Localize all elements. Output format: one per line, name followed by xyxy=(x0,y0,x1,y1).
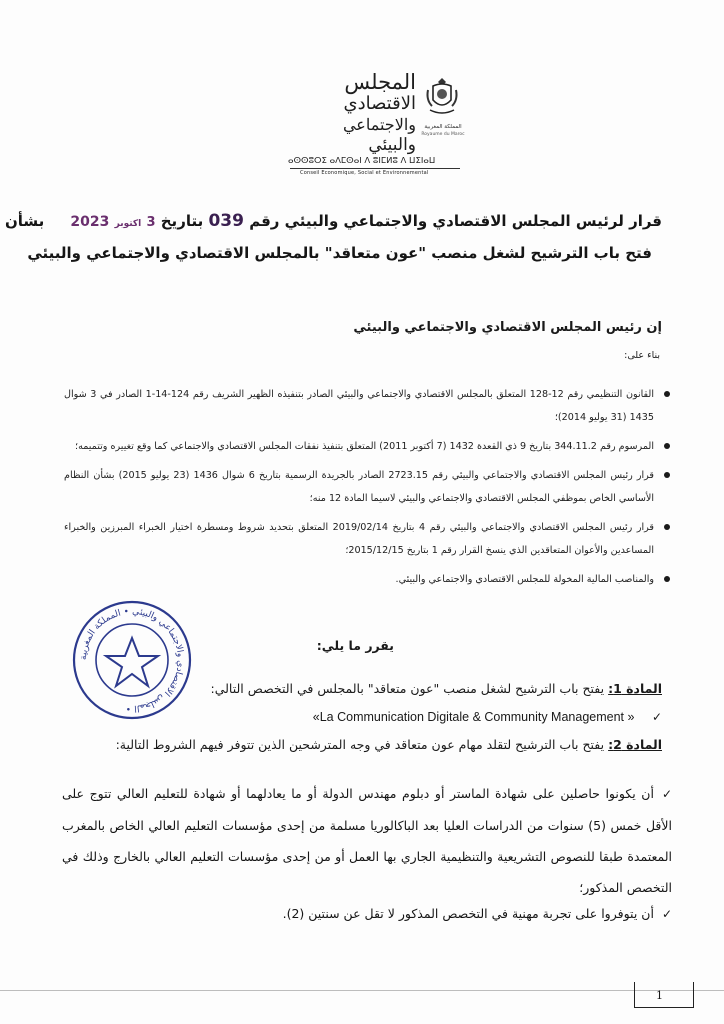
cese-logo-tifinagh: ⴰⵙⵙⵓⵔⵉ ⴰⴷⵎⵙⴰⵏ ⴷ ⵓⵏⵎⵍⵓ ⴷ ⵡⵉⵏⴰⵡ xyxy=(288,156,436,166)
article-1 xyxy=(62,681,662,696)
reference-text: قرار رئيس المجلس الاقتصادي والاجتماعي والبيئي رقم 2723.15 الصادر بالجريدة الرسمية بتاريخ 6 شوال 1436 (23 يوليو 2015) بشأن النظام الأساسي الخاص بموظفي المجلس الاقتصادي والاجتماعي والبيئي لاسيما المادة 12 منه؛ xyxy=(64,470,655,504)
royal-emblem-icon xyxy=(424,76,460,118)
decision-date-day: 3 xyxy=(146,215,156,230)
official-stamp xyxy=(70,598,194,722)
list-item xyxy=(64,435,672,458)
condition-item xyxy=(62,898,672,930)
list-item xyxy=(64,516,672,562)
decides-heading: يقرر ما يلي: xyxy=(316,638,394,653)
decision-date-month: اكتوبر xyxy=(114,219,142,229)
article-1-label: المادة 1: xyxy=(608,681,662,696)
reference-text: والمناصب المالية المخولة للمجلس الاقتصادي والاجتماعي والبيئي. xyxy=(395,574,654,585)
list-item xyxy=(64,383,672,429)
article-2 xyxy=(62,737,662,752)
based-on-label: بناء على: xyxy=(624,350,660,361)
specialty-line xyxy=(313,710,662,724)
bullet-icon xyxy=(664,472,670,478)
reference-text: قرار رئيس المجلس الاقتصادي والاجتماعي والبيئي رقم 4 بتاريخ 2019/02/14 المتعلق بتحديد شروط ومسطرة اختيار الخبراء المبرزين والخبراء المساعدين والأعوان المتعاقدين الذي ينسخ القرار رقم 1 بتاريخ 2015/12/15؛ xyxy=(64,522,655,556)
decision-number: 039 xyxy=(208,211,244,231)
article-2-label: المادة 2: xyxy=(608,737,662,752)
condition-text: أن يتوفروا على تجربة مهنية في التخصص المذكور لا تقل عن سنتين (2). xyxy=(282,906,654,921)
logo-line: الاقتصادي xyxy=(343,93,416,114)
article-2-text: يفتح باب الترشيح لتقلد مهام عون متعاقد في وجه المترشحين الذين تتوفر فيهم الشروط التالية: xyxy=(115,737,605,752)
bullet-icon xyxy=(664,576,670,582)
kingdom-name-arabic: المملكة المغربية xyxy=(424,124,462,130)
decision-date-label: بتاريخ xyxy=(160,212,204,230)
checkmark-icon: ✓ xyxy=(651,710,662,724)
decision-title-line-2: فتح باب الترشيح لشغل منصب "عون متعاقد" بالمجلس الاقتصادي والاجتماعي والبيئي xyxy=(27,244,652,262)
page-number: 1 xyxy=(656,989,663,1002)
list-item xyxy=(64,464,672,510)
list-item xyxy=(64,568,672,591)
bullet-icon xyxy=(664,391,670,397)
bullet-icon xyxy=(664,443,670,449)
condition-item xyxy=(62,778,672,903)
checkmark-icon: ✓ xyxy=(661,907,672,921)
kingdom-name-french: Royaume du Maroc xyxy=(421,132,465,137)
cese-logo-french: Conseil Economique, Social et Environnemental xyxy=(300,170,429,176)
decision-date-year: 2023 xyxy=(70,214,110,230)
condition-text: أن يكونوا حاصلين على شهادة الماستر أو دبلوم مهندس الدولة أو ما يعادلهما أو شهادة للتعليم العالي تتوج على الأقل خمس (5) سنوات من الدراسات العليا بعد الباكالوريا مسلمة من إحدى مؤسسات التعليم العالي الخاص بالمغرب المعتمدة طبقا للنصوص التشريعية والتنظيمية الجاري بها العمل أو من إحدى مؤسسات التعليم العالي بالخارج وذلك في التخصص المذكور؛ xyxy=(62,786,672,895)
logo-line: والبيئي xyxy=(368,135,416,155)
logo-divider xyxy=(290,168,460,169)
stamp-ring-text: المجلس الاقتصادي والاجتماعي والبيئي • المملكة المغربية • xyxy=(78,606,186,714)
bullet-icon xyxy=(664,524,670,530)
decision-title-prefix: قرار لرئيس المجلس الاقتصادي والاجتماعي والبيئي رقم xyxy=(249,212,662,230)
checkmark-icon: ✓ xyxy=(661,787,672,801)
decision-title-line-1 xyxy=(4,211,662,231)
logo-line: المجلس xyxy=(344,70,416,94)
article-1-text: يفتح باب الترشيح لشغل منصب "عون متعاقد" بالمجلس في التخصص التالي: xyxy=(210,681,605,696)
president-heading: إن رئيس المجلس الاقتصادي والاجتماعي والبيئي xyxy=(353,320,662,335)
legal-references-list xyxy=(64,383,672,597)
reference-text: القانون التنظيمي رقم 12-128 المتعلق بالمجلس الاقتصادي والاجتماعي والبيئي الصادر بتنفيذه الظهير الشريف رقم 124-14-1 الصادر في 3 شوال 1435 (31 يوليو 2014)؛ xyxy=(64,389,655,423)
page-number-frame xyxy=(634,982,694,1008)
reference-text: المرسوم رقم 344.11.2 بتاريخ 9 ذي القعدة 1432 (7 أكتوبر 2011) المتعلق بتنفيذ نفقات المجلس الاقتصادي والاجتماعي كما وقع تغييره وتتميمه؛ xyxy=(75,441,654,452)
pentagram-star-icon xyxy=(106,638,158,686)
logo-line: والاجتماعي xyxy=(342,115,416,134)
specialty-text: «La Communication Digitale & Community Management » xyxy=(312,710,635,724)
decision-title-suffix: بشأن xyxy=(4,212,45,230)
footer-divider xyxy=(0,990,724,991)
cese-logo-arabic xyxy=(292,72,416,162)
